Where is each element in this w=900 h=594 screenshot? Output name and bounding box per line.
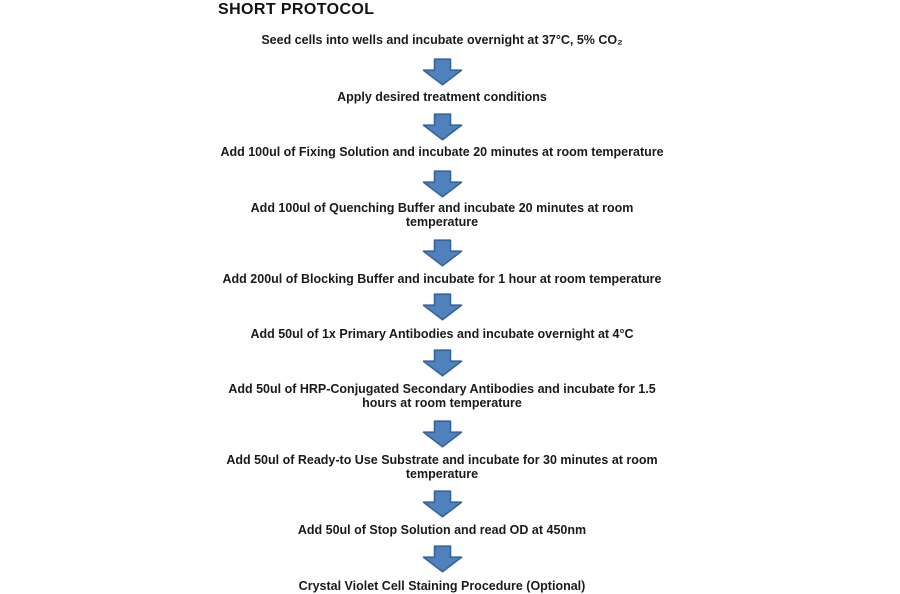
step-text-1 bbox=[140, 33, 744, 47]
down-arrow-icon bbox=[422, 113, 463, 141]
down-arrow-icon bbox=[422, 490, 463, 518]
step-text-2 bbox=[140, 90, 744, 104]
down-arrow-icon bbox=[422, 239, 463, 267]
step-line: Add 50ul of Stop Solution and read OD at 450nm bbox=[297, 523, 587, 537]
step-text-10 bbox=[140, 579, 744, 593]
down-arrow-svg bbox=[422, 545, 463, 573]
step-line: Add 50ul of Ready-to Use Substrate and incubate for 30 minutes at room bbox=[226, 453, 658, 467]
down-arrow-icon bbox=[422, 349, 463, 377]
down-arrow-svg bbox=[422, 420, 463, 448]
down-arrow-icon bbox=[422, 58, 463, 86]
step-line: Add 50ul of 1x Primary Antibodies and incubate overnight at 4°C bbox=[250, 327, 634, 341]
down-arrow-svg bbox=[422, 239, 463, 267]
step-line: temperature bbox=[405, 215, 479, 229]
step-line: Apply desired treatment conditions bbox=[337, 90, 547, 104]
step-text-5 bbox=[140, 272, 744, 286]
step-line: hours at room temperature bbox=[362, 396, 522, 410]
step-line: temperature bbox=[405, 467, 479, 481]
down-arrow-svg bbox=[422, 490, 463, 518]
step-text-9 bbox=[140, 523, 744, 537]
step-text-3 bbox=[140, 145, 744, 159]
step-text-7 bbox=[140, 382, 744, 410]
down-arrow-svg bbox=[422, 113, 463, 141]
step-text-6 bbox=[140, 327, 744, 341]
down-arrow-svg bbox=[422, 170, 463, 198]
down-arrow-svg bbox=[422, 293, 463, 321]
step-text-8 bbox=[140, 453, 744, 481]
down-arrow-svg bbox=[422, 349, 463, 377]
step-text-4 bbox=[140, 201, 744, 229]
down-arrow-icon bbox=[422, 293, 463, 321]
step-line: Add 200ul of Blocking Buffer and incubate for 1 hour at room temperature bbox=[222, 272, 662, 286]
down-arrow-icon bbox=[422, 545, 463, 573]
step-line: Crystal Violet Cell Staining Procedure (Optional) bbox=[298, 579, 586, 593]
page-title: SHORT PROTOCOL bbox=[218, 1, 375, 18]
step-line: Add 100ul of Fixing Solution and incubate 20 minutes at room temperature bbox=[220, 145, 664, 159]
down-arrow-svg bbox=[422, 58, 463, 86]
step-line: Add 100ul of Quenching Buffer and incubate 20 minutes at room bbox=[250, 201, 634, 215]
step-line: Seed cells into wells and incubate overnight at 37°C, 5% CO₂ bbox=[261, 33, 623, 47]
step-line: Add 50ul of HRP-Conjugated Secondary Antibodies and incubate for 1.5 bbox=[228, 382, 656, 396]
down-arrow-icon bbox=[422, 170, 463, 198]
down-arrow-icon bbox=[422, 420, 463, 448]
